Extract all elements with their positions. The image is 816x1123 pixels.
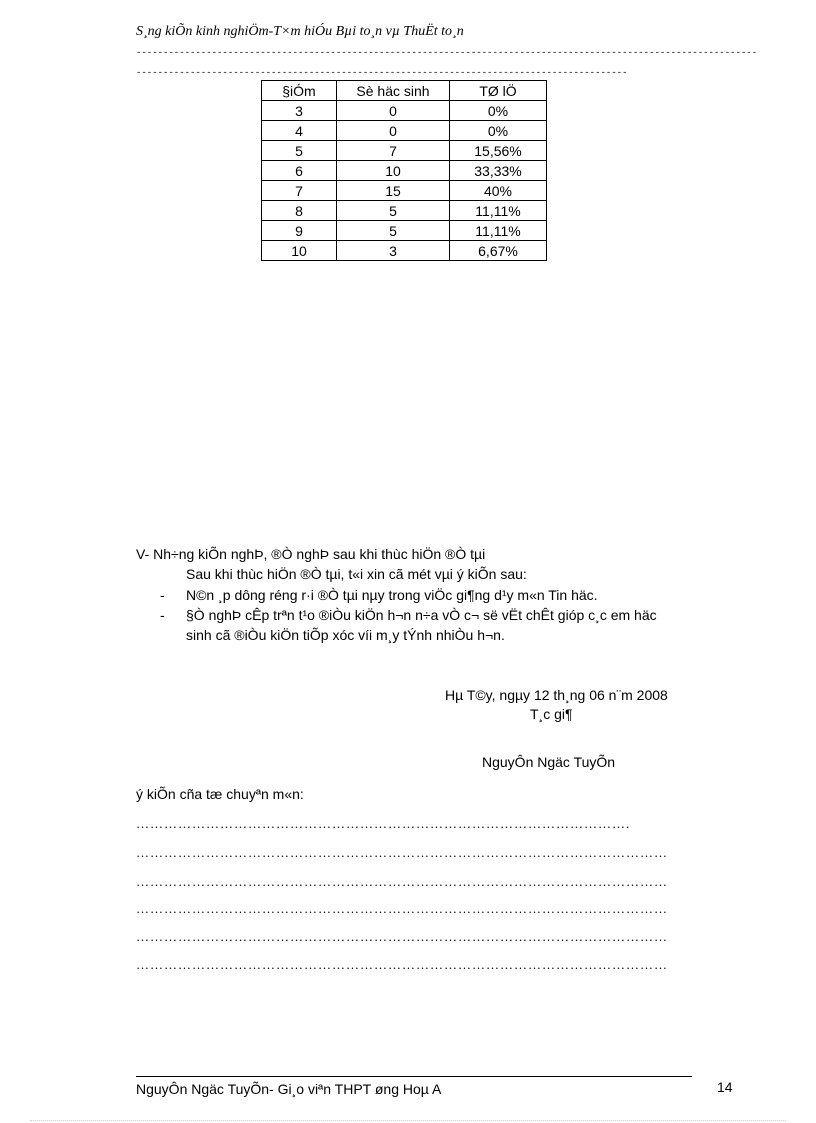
cell-count: 3 [337, 241, 450, 261]
cell-count: 10 [337, 161, 450, 181]
opinion-dotted-line: …………………………………………………………………………………………………… [136, 901, 668, 916]
opinion-dotted-line: …………………………………………………………………………………………………… [136, 929, 668, 944]
cell-score: 3 [262, 101, 337, 121]
cell-ratio: 33,33% [450, 161, 547, 181]
cell-count: 5 [337, 221, 450, 241]
recommendation-item-continuation: sinh cã ®iÒu kiÖn tiÕp xóc víi m¸y tÝnh nhiÒu h¬n. [186, 627, 505, 643]
page-header-title: S¸ng kiÕn kinh nghiÖm-T×m hiÓu Bµi to¸n vµ ThuËt to¸n [136, 24, 464, 39]
opinion-dotted-line: …………………………………………………………………………………………………… [136, 845, 668, 860]
recommendation-item: §Ò nghÞ cÊp trªn t¹o ®iÒu kiÖn h¬n n÷a vÒ c¬ së vËt chÊt gióp c¸c em häc [186, 607, 657, 623]
page-number: 14 [717, 1079, 733, 1095]
department-opinion-label: ý kiÕn cña tæ chuyªn m«n: [136, 786, 304, 802]
cell-ratio: 6,67% [450, 241, 547, 261]
bullet-marker: - [160, 607, 165, 623]
cell-ratio: 11,11% [450, 221, 547, 241]
cell-count: 0 [337, 101, 450, 121]
opinion-dotted-line: …………………………………………………………………………………………………… [136, 957, 668, 972]
cell-score: 9 [262, 221, 337, 241]
table-row [262, 141, 547, 161]
cell-count: 0 [337, 121, 450, 141]
table-row [262, 101, 547, 121]
footer-author: NguyÔn Ngäc TuyÕn- Gi¸o viªn THPT øng Hoµ A [136, 1081, 442, 1097]
cell-score: 10 [262, 241, 337, 261]
page-edge-divider [30, 1120, 786, 1121]
cell-ratio: 0% [450, 121, 547, 141]
bullet-marker: - [160, 587, 165, 603]
cell-count: 5 [337, 201, 450, 221]
cell-ratio: 40% [450, 181, 547, 201]
table-row [262, 181, 547, 201]
table-row [262, 161, 547, 181]
section-intro: Sau khi thùc hiÖn ®Ò tµi, t«i xin cã mét vµi ý kiÕn sau: [186, 566, 527, 582]
footer-rule [136, 1076, 692, 1077]
cell-score: 6 [262, 161, 337, 181]
header-rule-line: ------------------------------------------------------------------------------------------------------------------- [136, 48, 758, 58]
place-date: Hµ T©y, ngµy 12 th¸ng 06 n¨m 2008 [445, 687, 668, 703]
cell-score: 7 [262, 181, 337, 201]
table-row [262, 241, 547, 261]
cell-count: 15 [337, 181, 450, 201]
table-header-row [262, 81, 547, 101]
cell-score: 5 [262, 141, 337, 161]
cell-ratio: 15,56% [450, 141, 547, 161]
table-row [262, 201, 547, 221]
opinion-dotted-line: …………………………………………………………………………………………………… [136, 874, 668, 889]
cell-count: 7 [337, 141, 450, 161]
score-distribution-table [261, 80, 547, 261]
section-title: V- Nh÷ng kiÕn nghÞ, ®Ò nghÞ sau khi thùc hiÖn ®Ò tµi [136, 546, 486, 562]
column-header-score: §iÓm [262, 81, 337, 101]
header-rule-line-short: ------------------------------------------------------------------------------------------- [136, 68, 628, 78]
author-name: NguyÔn Ngäc TuyÕn [482, 754, 616, 770]
table-row [262, 121, 547, 141]
table-row [262, 221, 547, 241]
column-header-student-count: Sè häc sinh [337, 81, 450, 101]
author-role: T¸c gi¶ [530, 706, 573, 722]
opinion-dotted-line: ……………………………………………………………………………………………. [136, 816, 631, 831]
cell-score: 8 [262, 201, 337, 221]
cell-score: 4 [262, 121, 337, 141]
recommendation-item: N©n ¸p dông réng r·i ®Ò tµi nµy trong viÖc gi¶ng d¹y m«n Tin häc. [186, 587, 598, 603]
cell-ratio: 11,11% [450, 201, 547, 221]
cell-ratio: 0% [450, 101, 547, 121]
column-header-ratio: TØ lÖ [450, 81, 547, 101]
